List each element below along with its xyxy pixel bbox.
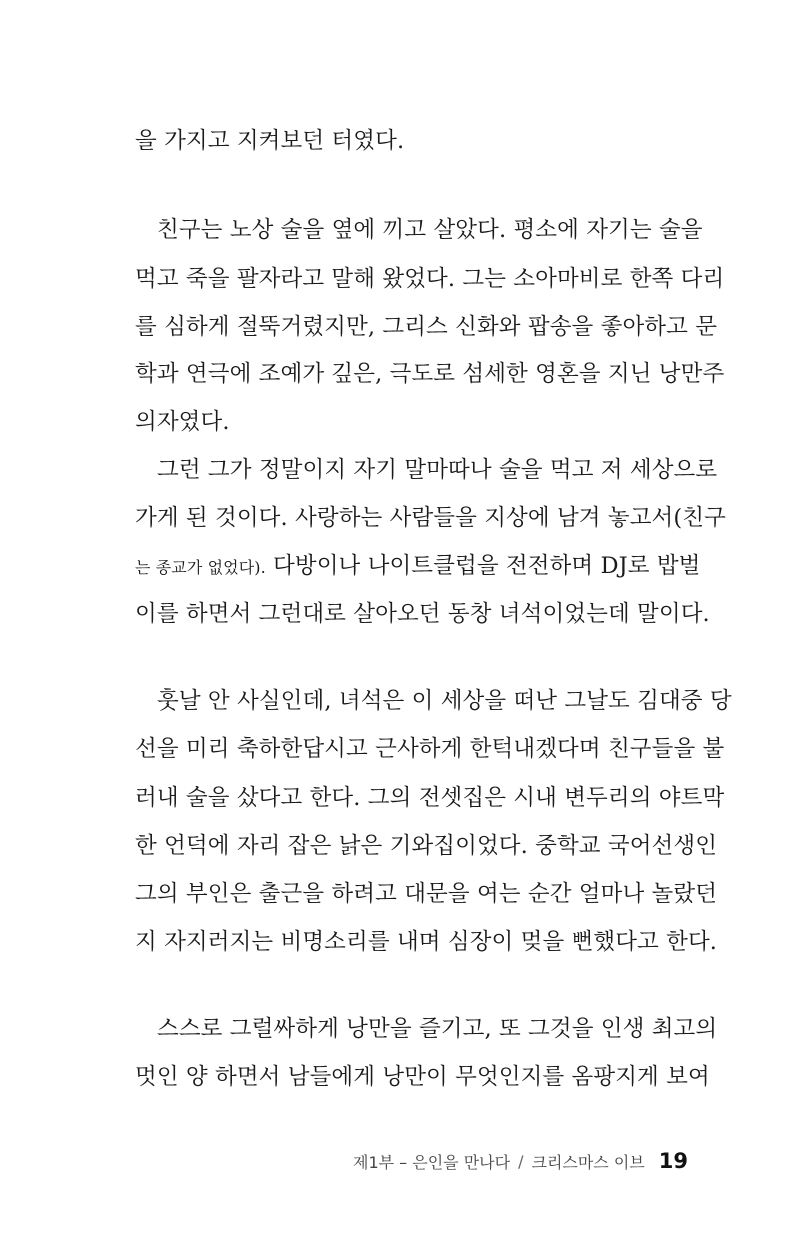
page-number: 19 bbox=[658, 1149, 688, 1173]
text-line-rest: 다방이나 나이트클럽을 전전하며 DJ로 밥벌 bbox=[265, 553, 701, 579]
text-line: 스스로 그럴싸하게 낭만을 즐기고, 또 그것을 인생 최고의 bbox=[157, 1016, 718, 1042]
text-line: 멋인 양 하면서 남들에게 낭만이 무엇인지를 옴팡지게 보여 bbox=[135, 1064, 710, 1090]
text-line: 의자였다. bbox=[135, 409, 230, 435]
text-line-small-part: 는 종교가 없었다). bbox=[135, 558, 266, 577]
text-line: 를 심하게 절뚝거렸지만, 그리스 신화와 팝송을 좋아하고 문 bbox=[135, 314, 718, 340]
text-line: 선을 미리 축하한답시고 근사하게 한턱내겠다며 친구들을 불 bbox=[135, 736, 725, 762]
text-line: 훗날 안 사실인데, 녀석은 이 세상을 떠난 그날도 김대중 당 bbox=[157, 688, 732, 714]
running-footer bbox=[353, 1146, 688, 1176]
text-line: 을 가지고 지켜보던 터였다. bbox=[135, 128, 405, 154]
text-line: 그의 부인은 출근을 하려고 대문을 여는 순간 얼마나 놀랐던 bbox=[135, 881, 718, 907]
text-line: 한 언덕에 자리 잡은 낡은 기와집이었다. 중학교 국어선생인 bbox=[135, 833, 718, 859]
text-line: 친구는 노상 술을 옆에 끼고 살았다. 평소에 자기는 술을 bbox=[157, 217, 703, 243]
footer-chapter-title: 크리스마스 이브 bbox=[531, 1152, 645, 1172]
footer-separator: / bbox=[518, 1151, 524, 1171]
text-line: 지 자지러지는 비명소리를 내며 심장이 멎을 뻔했다고 한다. bbox=[135, 929, 718, 955]
text-line: 먹고 죽을 팔자라고 말해 왔었다. 그는 소아마비로 한쪽 다리 bbox=[135, 266, 725, 292]
text-line: 러내 술을 샀다고 한다. 그의 전셋집은 시내 변두리의 야트막 bbox=[135, 785, 725, 811]
text-line: 그런 그가 정말이지 자기 말마따나 술을 먹고 저 세상으로 bbox=[157, 457, 718, 483]
footer-part-title: 제1부 – 은인을 만나다 bbox=[353, 1152, 511, 1172]
text-line: 이를 하면서 그런대로 살아오던 동창 녀석이었는데 말이다. bbox=[135, 601, 710, 627]
text-line: 가게 된 것이다. 사랑하는 사람들을 지상에 남겨 놓고서(친구 bbox=[135, 505, 726, 531]
text-line bbox=[135, 549, 701, 585]
text-line: 학과 연극에 조예가 깊은, 극도로 섬세한 영혼을 지닌 낭만주 bbox=[135, 361, 725, 387]
